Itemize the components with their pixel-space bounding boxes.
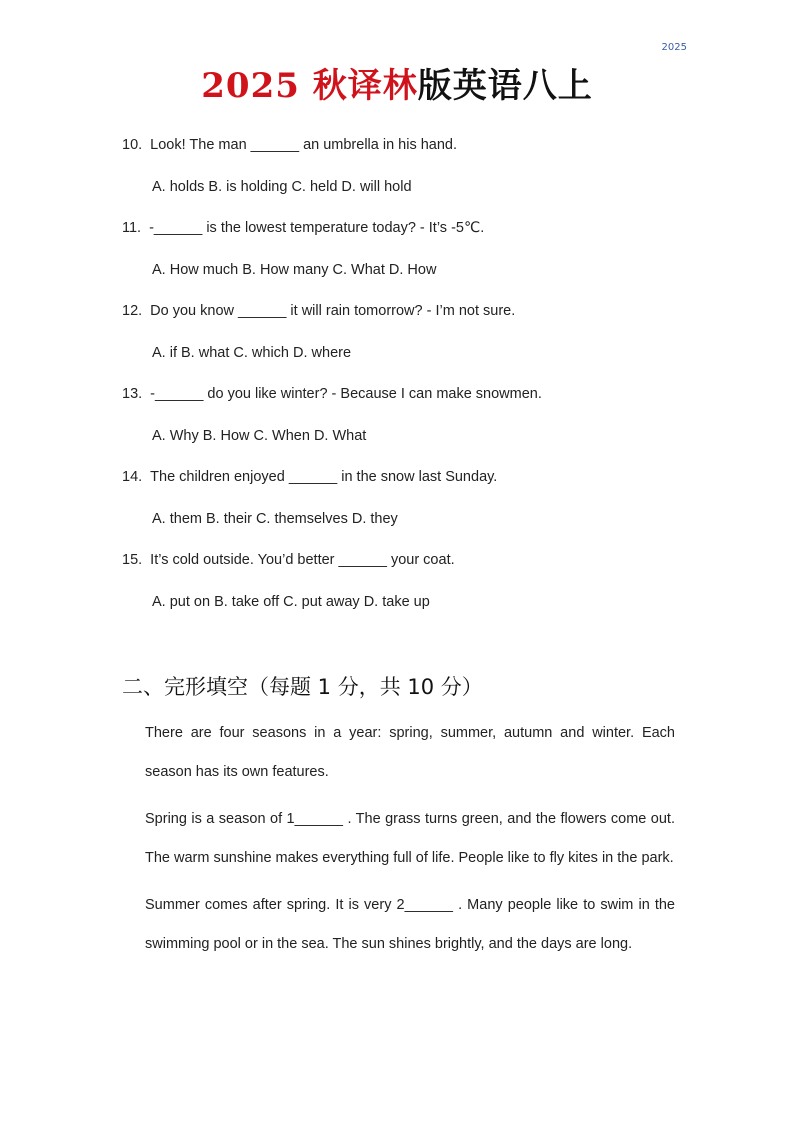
question-12 — [122, 300, 682, 383]
question-number: 14. — [122, 469, 143, 485]
question-stem — [122, 466, 497, 488]
question-text: -______ do you like winter? - Because I can make snowmen. — [150, 386, 542, 402]
question-stem — [122, 300, 515, 322]
question-15 — [122, 549, 682, 632]
question-stem — [122, 549, 455, 571]
question-options: A. if B. what C. which D. where — [152, 345, 352, 361]
question-13 — [122, 383, 682, 466]
question-options: A. How much B. How many C. What D. How — [152, 262, 437, 278]
question-number: 15. — [122, 552, 143, 568]
header-year: 2025 — [661, 42, 687, 53]
question-text: -______ is the lowest temperature today? - It’s -5℃. — [149, 220, 485, 236]
question-number: 11. — [122, 220, 142, 236]
question-text: The children enjoyed ______ in the snow last Sunday. — [150, 469, 498, 485]
document-title — [0, 58, 794, 107]
section-heading-cloze: 二、完形填空（每题 1 分，共 10 分） — [122, 675, 483, 699]
question-options: A. holds B. is holding C. held D. will hold — [152, 179, 412, 195]
question-number: 13. — [122, 386, 143, 402]
title-black-part: 版英语八上 — [417, 66, 593, 106]
question-stem — [122, 383, 542, 405]
question-list — [122, 134, 682, 632]
cloze-passage — [145, 714, 675, 972]
passage-paragraph: Summer comes after spring. It is very 2______ . Many people like to swim in the swimming pool or in the sea. The sun shines brightly, and the days are long. — [145, 897, 675, 952]
title-red-part: 2025 秋译林 — [201, 66, 418, 106]
passage-paragraph: Spring is a season of 1______ . The grass turns green, and the flowers come out. The warm sunshine makes everything full of life. People like to fly kites in the park. — [145, 811, 675, 866]
question-14 — [122, 466, 682, 549]
question-text: It’s cold outside. You’d better ______ your coat. — [150, 552, 455, 568]
question-number: 12. — [122, 303, 143, 319]
question-options: A. put on B. take off C. put away D. take up — [152, 594, 430, 610]
question-10 — [122, 134, 682, 217]
question-options: A. Why B. How C. When D. What — [152, 428, 367, 444]
question-number: 10. — [122, 137, 143, 153]
question-options: A. them B. their C. themselves D. they — [152, 511, 398, 527]
question-stem — [122, 134, 457, 156]
question-stem — [122, 217, 484, 239]
question-text: Look! The man ______ an umbrella in his hand. — [150, 137, 458, 153]
question-text: Do you know ______ it will rain tomorrow? - I’m not sure. — [150, 303, 516, 319]
question-11 — [122, 217, 682, 300]
passage-paragraph: There are four seasons in a year: spring, summer, autumn and winter. Each season has its own features. — [145, 725, 675, 780]
